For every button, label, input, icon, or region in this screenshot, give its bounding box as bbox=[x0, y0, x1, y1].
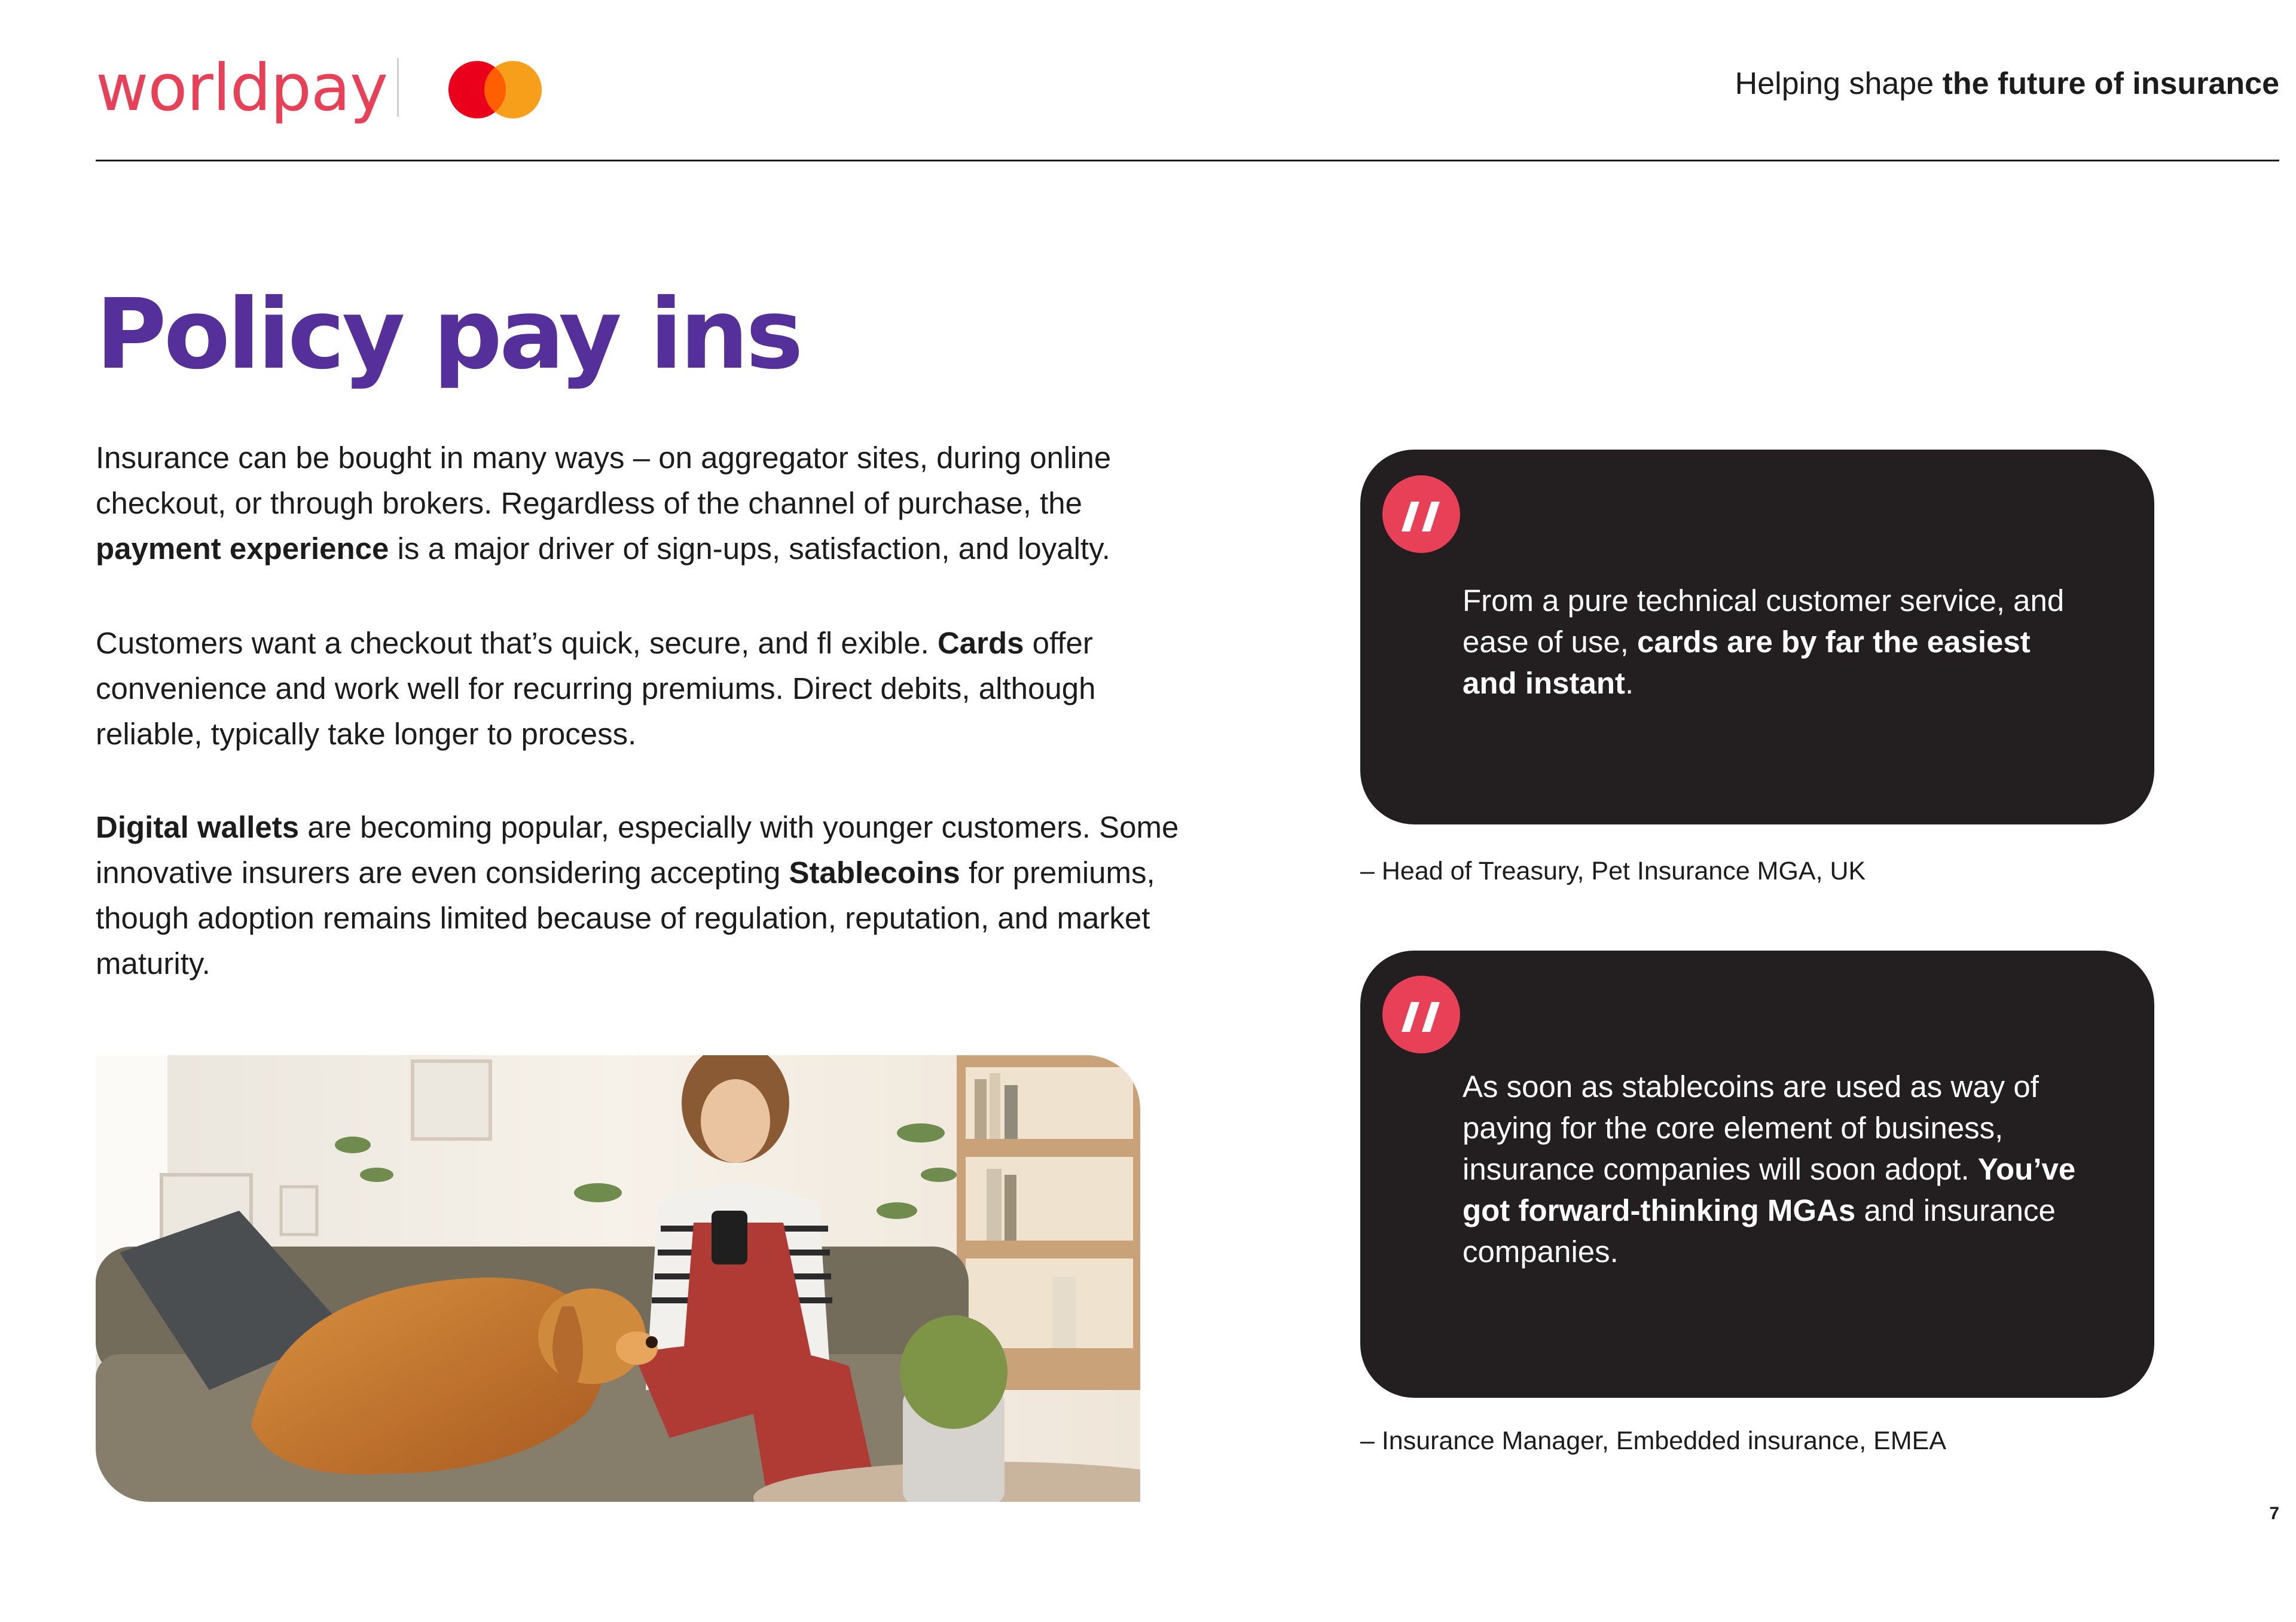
lifestyle-photo bbox=[96, 1055, 1140, 1502]
quote-text-1 bbox=[1463, 580, 2084, 704]
p2-bold-1: Cards bbox=[937, 626, 1024, 660]
photo-illustration bbox=[96, 1055, 1140, 1502]
p1-text-2: is a major driver of sign-ups, satisfaction, and loyalty. bbox=[389, 531, 1110, 566]
p2-text-1: Customers want a checkout that’s quick, secure, and fl exible. bbox=[96, 626, 938, 660]
p1-text-1: Insurance can be bought in many ways – on aggregator sites, during online checkout, or through brokers. Regardless of the channel of purchase, the bbox=[96, 441, 1112, 520]
worldpay-logo: worldpay bbox=[96, 51, 388, 126]
quote-2-text-2: and insurance companies. bbox=[1463, 1193, 2056, 1269]
p1-bold-1: payment experience bbox=[96, 531, 389, 566]
quote-mark-glyph bbox=[1382, 475, 1460, 553]
quote-mark-icon bbox=[1382, 976, 1460, 1053]
page-number: 7 bbox=[2269, 1504, 2279, 1523]
header-tagline-regular: Helping shape bbox=[1735, 66, 1943, 101]
body-paragraph-1 bbox=[96, 435, 1184, 572]
quote-mark-glyph bbox=[1382, 976, 1460, 1053]
page-title: Policy pay ins bbox=[96, 279, 801, 391]
quote-2-text-1: As soon as stablecoins are used as way of paying for the core element of business, insurance companies will soon adopt. bbox=[1463, 1070, 2039, 1186]
quote-attribution-2: – Insurance Manager, Embedded insurance, EMEA bbox=[1360, 1426, 1947, 1455]
quote-text-2 bbox=[1463, 1066, 2084, 1272]
body-paragraph-2 bbox=[96, 621, 1184, 757]
mastercard-logo-icon bbox=[447, 60, 543, 120]
quote-1-text-1: From a pure technical customer service, and ease of use, bbox=[1463, 584, 2065, 659]
p3-text-2: for premiums, though adoption remains limited because of regulation, reputation, and market maturity. bbox=[96, 856, 1155, 980]
p2-text-2: offer convenience and work well for recurring premiums. Direct debits, although reliable, typically take longer to process. bbox=[96, 626, 1096, 751]
quote-1-text-2: . bbox=[1625, 666, 1634, 700]
quote-2-bold: You’ve got forward-thinking MGAs bbox=[1463, 1152, 2076, 1227]
p3-text-1: are becoming popular, especially with younger customers. Some innovative insurers are even considering accepting bbox=[96, 810, 1179, 890]
quote-1-bold: cards are by far the easiest and instant bbox=[1463, 625, 2031, 700]
logo-divider bbox=[397, 58, 399, 117]
quote-attribution-1: – Head of Treasury, Pet Insurance MGA, UK bbox=[1360, 857, 1866, 885]
header-tagline bbox=[1735, 60, 2279, 108]
p3-bold-1: Digital wallets bbox=[96, 810, 300, 844]
quote-mark-icon bbox=[1382, 475, 1460, 553]
header-rule bbox=[96, 160, 2279, 161]
header-tagline-bold: the future of insurance bbox=[1942, 66, 2279, 101]
p3-bold-2: Stablecoins bbox=[789, 856, 960, 890]
body-paragraph-3 bbox=[96, 805, 1184, 986]
